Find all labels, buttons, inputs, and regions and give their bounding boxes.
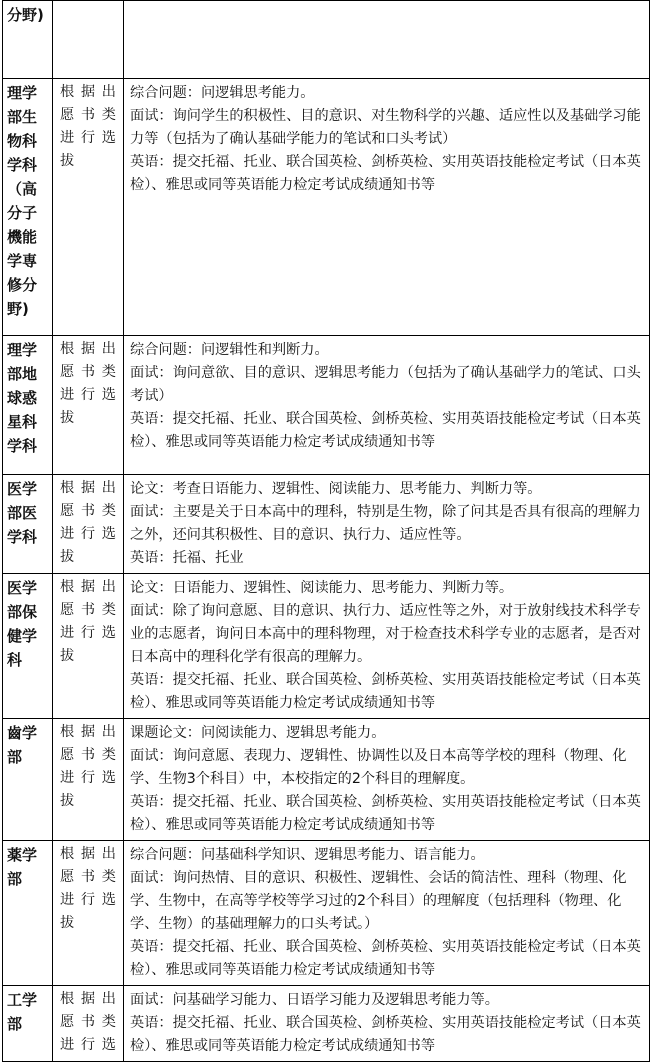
selection-method-cell: 根据出愿书类进行选 xyxy=(53,986,124,1062)
admissions-table xyxy=(2,0,650,1062)
exam-content-cell xyxy=(124,841,650,986)
exam-line: 英语：托福、托业 xyxy=(130,550,244,566)
department-cell: 医学部保健学科 xyxy=(3,574,53,719)
exam-content-cell xyxy=(124,475,650,574)
exam-content-cell xyxy=(124,1,650,79)
selection-method-cell: 根据出愿书类进行选拔 xyxy=(53,841,124,986)
exam-line: 英语：提交托福、托业、联合国英检、剑桥英检、实用英语技能检定考试（日本英检）、雅思或同等英语能力检定考试成绩通知书等 xyxy=(130,672,641,711)
exam-content-cell xyxy=(124,336,650,475)
exam-line: 面试：除了询问意愿、目的意识、执行力、适应性等之外，对于放射线技术科学专业的志愿者，询问日本高中的理科物理，对于检查技术科学专业的志愿者，是否对日本高中的理科化学有很高的理解力。 xyxy=(130,603,641,665)
table-row xyxy=(3,986,650,1062)
exam-line: 英语：提交托福、托业、联合国英检、剑桥英检、实用英语技能检定考试（日本英检）、雅思或同等英语能力检定考试成绩通知书等 xyxy=(130,1015,641,1054)
department-cell: 医学部医学科 xyxy=(3,475,53,574)
table-row xyxy=(3,336,650,475)
exam-line: 综合问题：问基础科学知识、逻辑思考能力、语言能力。 xyxy=(130,847,485,863)
department-cell: 理学部地球惑星科学科 xyxy=(3,336,53,475)
exam-content-cell xyxy=(124,79,650,336)
exam-line: 英语：提交托福、托业、联合国英检、剑桥英检、实用英语技能检定考试（日本英检）、雅思或同等英语能力检定考试成绩通知书等 xyxy=(130,939,641,978)
exam-line: 英语：提交托福、托业、联合国英检、剑桥英检、实用英语技能检定考试（日本英检）、雅思或同等英语能力检定考试成绩通知书等 xyxy=(130,154,641,193)
exam-line: 面试：主要是关于日本高中的理科，特别是生物，除了问其是否具有很高的理解力之外，还问其积极性、目的意识、执行力、适应性等。 xyxy=(130,504,641,543)
exam-line: 综合问题：问逻辑性和判断力。 xyxy=(130,342,329,358)
exam-line: 面试：询问意欲、目的意识、逻辑思考能力（包括为了确认基础学力的笔试、口头考试） xyxy=(130,365,641,404)
exam-line: 面试：询问学生的积极性、目的意识、对生物科学的兴趣、适应性以及基础学习能力等（包括为了确认基础学能力的笔试和口头考试） xyxy=(130,108,641,147)
exam-line: 综合问题：问逻辑思考能力。 xyxy=(130,85,315,101)
exam-content-cell xyxy=(124,719,650,841)
table-row xyxy=(3,1,650,79)
selection-method-cell: 根据出愿书类进行选拔 xyxy=(53,475,124,574)
exam-line: 面试：询问热情、目的意识、积极性、逻辑性、会话的简洁性、理科（物理、化学、生物中，在高等学校等学习过的2个科目）的理解度（包括理科（物理、化学、生物）的基础理解力的口头考试。） xyxy=(130,870,627,932)
department-cell: 分野) xyxy=(3,1,53,79)
exam-content-cell xyxy=(124,574,650,719)
exam-content-cell xyxy=(124,986,650,1062)
exam-line: 英语：提交托福、托业、联合国英检、剑桥英检、实用英语技能检定考试（日本英检）、雅思或同等英语能力检定考试成绩通知书等 xyxy=(130,794,641,833)
exam-line: 英语：提交托福、托业、联合国英检、剑桥英检、实用英语技能检定考试（日本英检）、雅思或同等英语能力检定考试成绩通知书等 xyxy=(130,411,641,450)
department-cell: 工学部 xyxy=(3,986,53,1062)
selection-method-cell: 根据出愿书类进行选拔 xyxy=(53,719,124,841)
table-row xyxy=(3,841,650,986)
selection-method-cell: 根据出愿书类进行选拔 xyxy=(53,574,124,719)
table-row xyxy=(3,79,650,336)
department-cell: 齒学部 xyxy=(3,719,53,841)
exam-line: 课题论文：问阅读能力、逻辑思考能力。 xyxy=(130,725,386,741)
department-cell: 理学部生物科学科（高分子機能学専修分野) xyxy=(3,79,53,336)
table-row xyxy=(3,574,650,719)
selection-method-cell: 根据出愿书类进行选拔 xyxy=(53,336,124,475)
exam-line: 面试：询问意愿、表现力、逻辑性、协调性以及日本高等学校的理科（物理、化学、生物3个科目）中，本校指定的2个科目的理解度。 xyxy=(130,748,627,787)
exam-line: 论文：日语能力、逻辑性、阅读能力、思考能力、判断力等。 xyxy=(130,580,514,596)
exam-line: 论文：考查日语能力、逻辑性、阅读能力、思考能力、判断力等。 xyxy=(130,481,542,497)
table-row xyxy=(3,475,650,574)
table-row xyxy=(3,719,650,841)
selection-method-cell xyxy=(53,1,124,79)
selection-method-cell: 根据出愿书类进行选拔 xyxy=(53,79,124,336)
department-cell: 薬学部 xyxy=(3,841,53,986)
exam-line: 面试：问基础学习能力、日语学习能力及逻辑思考能力等。 xyxy=(130,992,499,1008)
